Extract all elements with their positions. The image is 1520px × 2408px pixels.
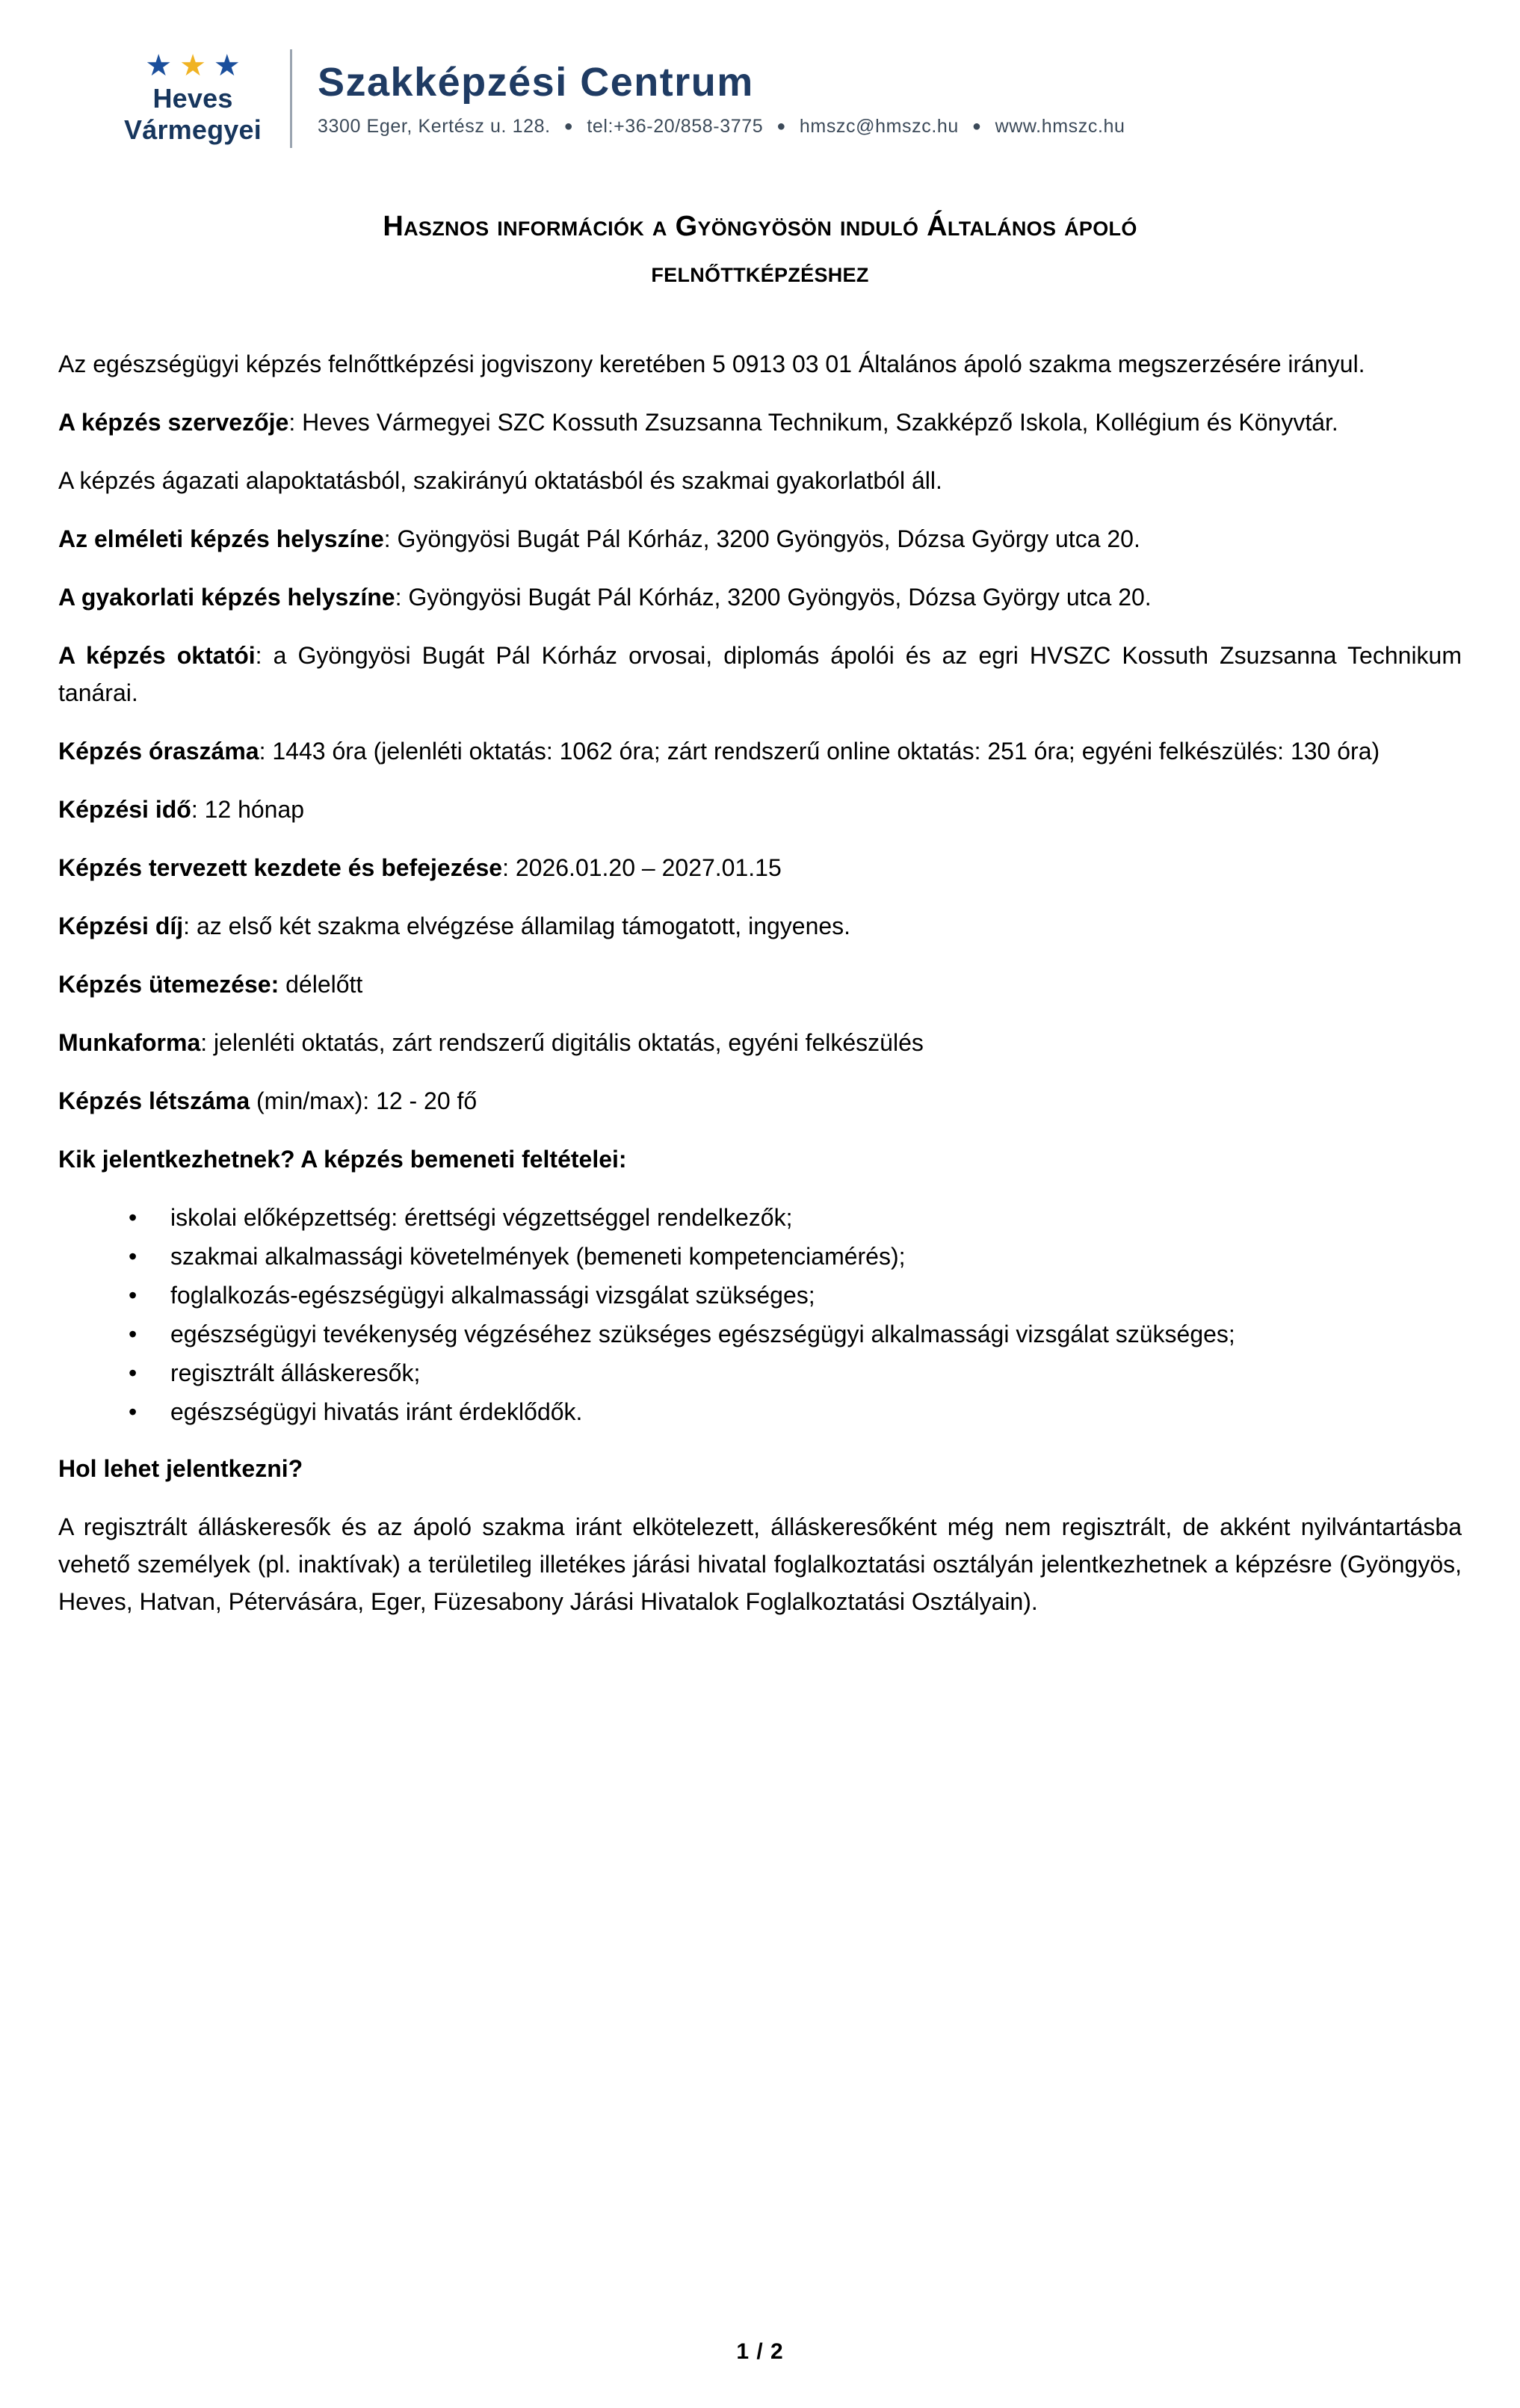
theory-location-value: : Gyöngyösi Bugát Pál Kórház, 3200 Gyöngyös, Dózsa György utca 20. — [383, 525, 1140, 552]
paragraph-dates — [58, 849, 1462, 886]
star-icon: ★ — [145, 49, 173, 82]
list-item: • szakmai alkalmassági követelmények (bemeneti kompetenciamérés); — [170, 1238, 1462, 1275]
logo — [103, 49, 282, 146]
brand-title: Szakképzési Centrum — [318, 60, 754, 105]
list-item: • iskolai előképzettség: érettségi végzettséggel rendelkezők; — [170, 1199, 1462, 1236]
brand-contact — [318, 115, 1125, 138]
teachers-label: A képzés oktatói — [58, 642, 256, 669]
headcount-label: Képzés létszáma — [58, 1087, 250, 1114]
organizer-value: : Heves Vármegyei SZC Kossuth Zsuzsanna Technikum, Szakképző Iskola, Kollégium és Könyvtár. — [288, 409, 1338, 436]
star-icon: ★ — [179, 49, 206, 82]
practice-location-value: : Gyöngyösi Bugát Pál Kórház, 3200 Gyöngyös, Dózsa György utca 20. — [395, 584, 1152, 611]
logo-line-1: Heves — [152, 83, 233, 114]
paragraph-hours — [58, 732, 1462, 770]
contact-email: hmszc@hmszc.hu — [799, 116, 959, 137]
requirements-colon: : — [618, 1146, 627, 1173]
star-icon: ★ — [213, 49, 241, 82]
fee-value: : az első két szakma elvégzése államilag támogatott, ingyenes. — [183, 913, 851, 939]
fee-label: Képzési díj — [58, 913, 184, 939]
paragraph-teachers — [58, 637, 1462, 711]
workform-value: : jelenléti oktatás, zárt rendszerű digitális oktatás, egyéni felkészülés — [200, 1029, 924, 1056]
paragraph-headcount — [58, 1082, 1462, 1120]
dates-value: : 2026.01.20 – 2027.01.15 — [502, 854, 782, 881]
contact-separator-icon: ● — [971, 118, 982, 135]
document-body — [58, 345, 1462, 1620]
page-title-line-1: Hasznos információk a Gyöngyösön induló Általános ápoló — [383, 211, 1137, 242]
logo-line-2: Vármegyei — [124, 114, 262, 145]
contact-address: 3300 Eger, Kertész u. 128. — [318, 116, 551, 137]
organizer-label: A képzés szervezője — [58, 409, 289, 436]
hours-value: : 1443 óra (jelenléti oktatás: 1062 óra; zárt rendszerű online oktatás: 251 óra; egyéni felkészülés: 130 óra) — [259, 738, 1380, 765]
letterhead-divider — [290, 49, 292, 148]
letterhead — [58, 33, 1462, 167]
paragraph-duration — [58, 791, 1462, 828]
paragraph-schedule — [58, 966, 1462, 1003]
schedule-value: délelőtt — [279, 971, 363, 998]
where-label: Hol lehet jelentkezni? — [58, 1455, 303, 1482]
list-item: • egészségügyi hivatás iránt érdeklődők. — [170, 1393, 1462, 1430]
workform-label: Munkaforma — [58, 1029, 201, 1056]
headcount-value: (min/max): 12 - 20 fő — [250, 1087, 478, 1114]
paragraph-intro: Az egészségügyi képzés felnőttképzési jogviszony keretében 5 0913 03 01 Általános ápoló szakma megszerzésére irányul. — [58, 351, 1365, 377]
contact-separator-icon: ● — [776, 118, 786, 135]
schedule-label: Képzés ütemezése: — [58, 971, 279, 998]
requirements-list — [58, 1199, 1462, 1430]
list-item: • egészségügyi tevékenység végzéséhez szükséges egészségügyi alkalmassági vizsgálat szükséges; — [170, 1315, 1462, 1353]
paragraph-where-text: A regisztrált álláskeresők és az ápoló szakma iránt elkötelezett, álláskeresőként még nem regisztrált, de akként nyilvántartásba vehető személyek (pl. inaktívak) a területileg illetékes járási hivatal foglalkoztatási osztályán jelentkezhetnek a képzésre (Gyöngyös, Heves, Hatvan, Pétervására, Eger, Füzesabony Járási Hivatalok Foglalkoztatási Osztályain). — [58, 1513, 1462, 1615]
paragraph-structure: A képzés ágazati alapoktatásból, szakirányú oktatásból és szakmai gyakorlatból áll. — [58, 467, 942, 494]
list-item: • regisztrált álláskeresők; — [170, 1354, 1462, 1392]
page-title-line-2: felnőttképzéshez — [651, 257, 869, 288]
requirements-label: Kik jelentkezhetnek? A képzés bemeneti feltételei — [58, 1146, 619, 1173]
theory-location-label: Az elméleti képzés helyszíne — [58, 525, 384, 552]
paragraph-requirements-heading — [58, 1140, 1462, 1178]
duration-value: : 12 hónap — [191, 796, 305, 823]
paragraph-practice-location — [58, 578, 1462, 616]
page-footer: 1 / 2 — [736, 2339, 784, 2364]
stars-icon — [145, 49, 241, 82]
paragraph-theory-location — [58, 520, 1462, 558]
hours-label: Képzés óraszáma — [58, 738, 259, 765]
list-item: • foglalkozás-egészségügyi alkalmassági vizsgálat szükséges; — [170, 1276, 1462, 1314]
teachers-value: : a Gyöngyösi Bugát Pál Kórház orvosai, diplomás ápolói és az egri HVSZC Kossuth Zsuzsanna Technikum tanárai. — [58, 642, 1462, 706]
paragraph-where-heading — [58, 1450, 1462, 1487]
dates-label: Képzés tervezett kezdete és befejezése — [58, 854, 503, 881]
contact-separator-icon: ● — [563, 118, 574, 135]
contact-phone: tel:+36-20/858-3775 — [587, 116, 764, 137]
paragraph-organizer — [58, 404, 1462, 441]
page-title — [102, 203, 1418, 296]
brand-block — [318, 60, 1125, 138]
paragraph-workform — [58, 1024, 1462, 1061]
practice-location-label: A gyakorlati képzés helyszíne — [58, 584, 395, 611]
contact-website: www.hmszc.hu — [995, 116, 1125, 137]
duration-label: Képzési idő — [58, 796, 191, 823]
paragraph-fee — [58, 907, 1462, 945]
